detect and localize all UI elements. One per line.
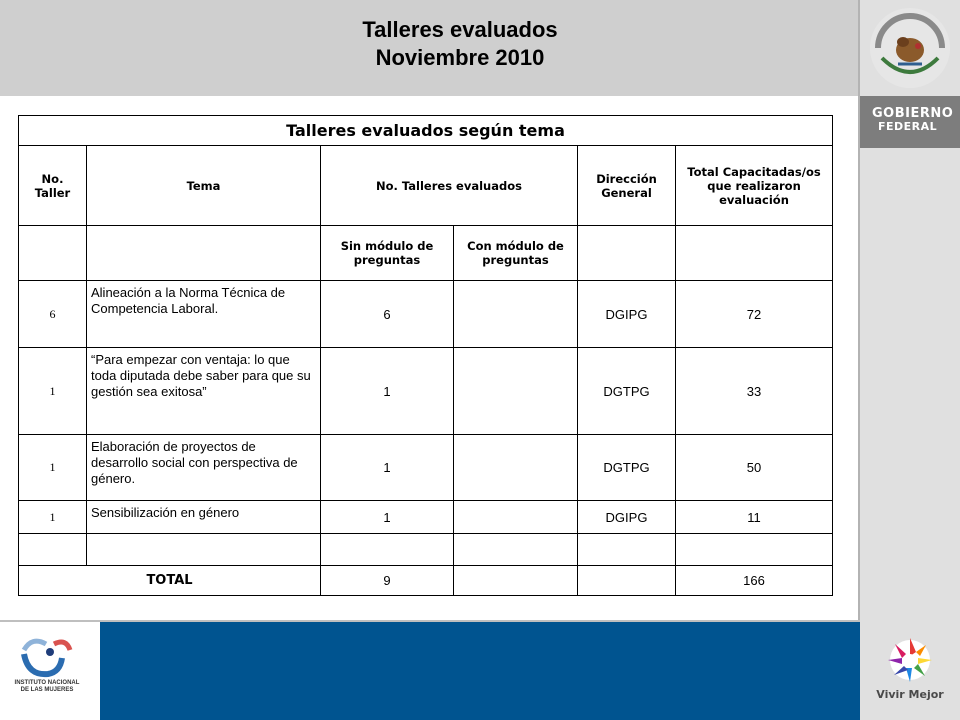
header-no-taller: No. Taller [19, 146, 87, 226]
cell-sin-modulo: 6 [321, 281, 454, 348]
table-row [19, 348, 833, 435]
empty-cell [676, 226, 833, 281]
cell-direccion: DGIPG [578, 281, 676, 348]
vivir-mejor-text: Vivir Mejor [876, 688, 944, 701]
header-sin-modulo: Sin módulo de preguntas [321, 226, 454, 281]
federal-text: FEDERAL [878, 120, 938, 133]
table-row [19, 501, 833, 534]
total-row [19, 566, 833, 596]
empty-cell [454, 534, 578, 566]
inm-line-1: INSTITUTO NACIONAL [14, 680, 80, 686]
header-no-talleres: No. Talleres evaluados [321, 146, 578, 226]
title-line-2: Noviembre 2010 [375, 45, 545, 70]
empty-cell [676, 534, 833, 566]
cell-tema: Sensibilización en género [87, 501, 321, 534]
total-direccion [578, 566, 676, 596]
cell-total: 11 [676, 501, 833, 534]
cell-no: 6 [19, 281, 87, 348]
cell-no: 1 [19, 435, 87, 501]
cell-sin-modulo: 1 [321, 435, 454, 501]
empty-cell [87, 534, 321, 566]
cell-con-modulo [454, 435, 578, 501]
header-con-modulo: Con módulo de preguntas [454, 226, 578, 281]
total-sin-modulo: 9 [321, 566, 454, 596]
table-caption: Talleres evaluados según tema [19, 116, 833, 146]
gobierno-federal-logo [872, 107, 953, 133]
workshops-table [18, 115, 833, 596]
title-line-1: Talleres evaluados [362, 17, 558, 42]
inmujeres-text [12, 680, 82, 694]
cell-tema: Elaboración de proyectos de desarrollo social con perspectiva de género. [87, 435, 321, 501]
cell-total: 33 [676, 348, 833, 435]
footer-band [100, 622, 860, 720]
cell-total: 72 [676, 281, 833, 348]
cell-total: 50 [676, 435, 833, 501]
gobierno-text: GOBIERNO [872, 106, 954, 121]
cell-direccion: DGIPG [578, 501, 676, 534]
empty-cell [19, 534, 87, 566]
total-label: TOTAL [19, 566, 321, 596]
cell-no: 1 [19, 501, 87, 534]
cell-direccion: DGTPG [578, 435, 676, 501]
table-row [19, 435, 833, 501]
cell-tema: Alineación a la Norma Técnica de Competencia Laboral. [87, 281, 321, 348]
mexican-seal-icon [868, 6, 952, 90]
header-total-capacitadas: Total Capacitadas/os que realizaron evaluación [676, 146, 833, 226]
empty-cell [87, 226, 321, 281]
cell-no: 1 [19, 348, 87, 435]
cell-con-modulo [454, 501, 578, 534]
cell-direccion: DGTPG [578, 348, 676, 435]
header-tema: Tema [87, 146, 321, 226]
total-capacitadas: 166 [676, 566, 833, 596]
cell-tema: “Para empezar con ventaja: lo que toda diputada debe saber para que su gestión sea exitosa” [87, 348, 321, 435]
right-divider [858, 0, 860, 622]
cell-con-modulo [454, 348, 578, 435]
cell-sin-modulo: 1 [321, 501, 454, 534]
empty-cell [321, 534, 454, 566]
empty-cell [578, 226, 676, 281]
total-con-modulo [454, 566, 578, 596]
table-row [19, 281, 833, 348]
cell-con-modulo [454, 281, 578, 348]
inm-line-2: DE LAS MUJERES [20, 687, 74, 693]
cell-sin-modulo: 1 [321, 348, 454, 435]
empty-row [19, 534, 833, 566]
header-direccion: Dirección General [578, 146, 676, 226]
empty-cell [578, 534, 676, 566]
inmujeres-logo-icon [14, 632, 80, 712]
empty-cell [19, 226, 87, 281]
page-title [0, 16, 920, 72]
